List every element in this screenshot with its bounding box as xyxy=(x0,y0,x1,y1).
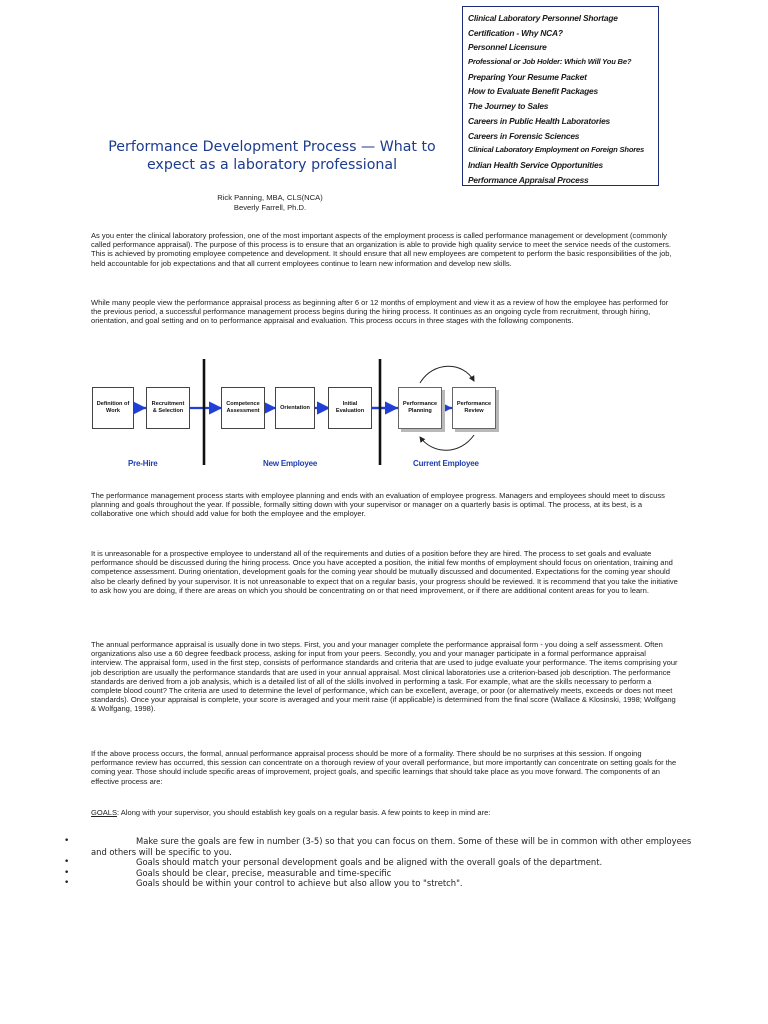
article-authors xyxy=(120,193,420,212)
goal-text: Make sure the goals are few in number (3-5) so that you can focus on them. Some of these will be in common with other employees and others will be specific to you. xyxy=(91,836,692,857)
link-resume-packet[interactable]: Preparing Your Resume Packet xyxy=(468,71,587,82)
link-benefit-packages[interactable]: How to Evaluate Benefit Packages xyxy=(468,86,598,97)
cycle-arrow-top xyxy=(420,366,474,383)
goal-text: Goals should match your personal development goals and be aligned with the overall goals of the department. xyxy=(136,857,603,867)
box-performance-planning: Performance Planning xyxy=(398,387,442,429)
box-definition-of-work: Definition of Work xyxy=(92,387,134,429)
author-line-2: Beverly Farrell, Ph.D. xyxy=(233,202,307,212)
goal-item xyxy=(64,868,704,879)
related-articles-box xyxy=(462,6,659,186)
article-title: Performance Development Process — What to expect as a laboratory professional xyxy=(108,139,436,173)
link-indian-health-service[interactable]: Indian Health Service Opportunities xyxy=(468,159,603,170)
link-certification-nca[interactable]: Certification - Why NCA? xyxy=(468,27,563,38)
goals-link[interactable]: GOALS xyxy=(91,808,118,817)
link-journey-to-sales[interactable]: The Journey to Sales xyxy=(468,101,549,112)
author-line-1: Rick Panning, MBA, CLS(NCA) xyxy=(217,193,323,202)
goal-item xyxy=(64,857,704,868)
link-personnel-licensure[interactable]: Personnel Licensure xyxy=(468,42,547,53)
goal-text: Goals should be within your control to achieve but also allow you to "stretch". xyxy=(136,878,463,888)
link-public-health-careers[interactable]: Careers in Public Health Laboratories xyxy=(468,115,611,126)
stage-label-new-employee: New Employee xyxy=(263,459,318,468)
bullet-icon: • xyxy=(64,836,70,846)
bullet-icon: • xyxy=(64,857,70,867)
paragraph-formality: If the above process occurs, the formal, annual performance appraisal process should be more of a formality. There should be no surprises at this session. If ongoing performance review has occurred, this session can concentrate on a thorough review of your overall performance, but more importantly can concentrate on setting goals for the coming year. Those should include specific areas of improvement, project goals, and specific learnings that should take place as you move forward. The components of an effective process are: xyxy=(91,749,677,786)
goal-item xyxy=(64,836,704,857)
related-articles-list xyxy=(468,11,658,187)
link-foreign-employment[interactable]: Clinical Laboratory Employment on Foreign Shores xyxy=(468,145,645,155)
paragraph-process-cycle: While many people view the performance appraisal process as beginning after 6 or 12 months of employment and view it as a review of how the employee has performed for the previous period, a successful performance management process begins during the hiring process. It continues as an ongoing cycle from recruitment, through hiring, orientation, and goal setting and on to performance appraisal and evaluation. This process occurs in three stages with the following components. xyxy=(91,298,669,326)
box-performance-review: Performance Review xyxy=(452,387,496,429)
box-orientation: Orientation xyxy=(275,387,315,429)
link-professional-or-job-holder[interactable]: Professional or Job Holder: Which Will You Be? xyxy=(468,57,632,67)
stage-label-pre-hire: Pre-Hire xyxy=(128,459,158,468)
process-diagram xyxy=(88,355,508,475)
cycle-arrow-bottom xyxy=(420,435,474,450)
paragraph-annual-appraisal: The annual performance appraisal is usually done in two steps. First, you and your manager complete the performance appraisal form - you doing a self assessment. Often organizations also use a 60 degree feedback process, asking for input from your peers. Secondly, you and your manager participate in a formal performance appraisal interview. The appraisal form, used in the first step, consists of performance standards and criteria that are used to judge evaluate your performance. The items comprising your job description are usually the performance standards that are used in your annual appraisal. Most clinical laboratories use a criterion-based job description. The performance standards are derived from a job analysis, which is a detailed list of all of the skills involved in performing a task. For example, what are the skills necessary to perform a complete blood count? The criteria are used to determine the level of performance, which can be excellent, average, or poor (or alternatively meets, exceeds or does not meet standards). Once your appraisal is complete, your score is averaged and your merit raise (if applicable) is determined from the final score (Wallace & Klosinski, 1998; Wolfgang & Wolfgang, 1998). xyxy=(91,640,678,714)
box-competence-assessment: Competence Assessment xyxy=(221,387,265,429)
goals-list xyxy=(64,836,704,889)
paragraph-goals-intro xyxy=(91,808,679,817)
stage-label-current-employee: Current Employee xyxy=(413,459,479,468)
link-performance-appraisal[interactable]: Performance Appraisal Process xyxy=(468,174,589,185)
link-personnel-shortage[interactable]: Clinical Laboratory Personnel Shortage xyxy=(468,13,618,23)
box-recruitment-selection: Recruitment & Selection xyxy=(146,387,190,429)
paragraph-hiring-expectations: It is unreasonable for a prospective employee to understand all of the requirements and duties of a position before they are hired. The process to set goals and evaluate performance should be discussed during the hiring process. Once you have accepted a position, the initial few months of employment should focus on orientation, training and competence assessment. During orientation, development goals for the coming year should be mutually discussed and documented. Expectations for the coming year should also be clearly defined by your supervisor. It is not unreasonable to expect that on a regular basis, your progress should be reviewed. It is recommend that you take the initiative to ask how you are doing, if there are areas on which you should be concentrating on or that need improvement, or if there are additional content areas for you to learn. xyxy=(91,549,678,595)
bullet-icon: • xyxy=(64,867,70,878)
goal-text: Goals should be clear, precise, measurable and time-specific xyxy=(136,867,392,878)
goal-item xyxy=(64,878,704,889)
paragraph-planning: The performance management process starts with employee planning and ends with an evaluation of employee progress. Managers and employees should meet to discuss planning and goals throughout the year. If possible, formally sitting down with your supervisor or manager on a quarterly basis is optimal. The process, at its best, is a collaborative one which should add value for both the employee and the employer. xyxy=(91,491,665,519)
paragraph-intro: As you enter the clinical laboratory profession, one of the most important aspects of the employment process is called performance management or development (commonly called performance appraisal). The purpose of this process is to ensure that an organization is able to provide high quality service to meet the service needs of the customers. This is achieved by promoting employee competence and development. It should ensure that all new employees are competent to perform the basic responsibilities of the job, held accountable for job expectations and that all current employees continue to learn new information and develop new skills. xyxy=(91,231,672,268)
box-initial-evaluation: Initial Evaluation xyxy=(328,387,372,429)
link-forensic-careers[interactable]: Careers in Forensic Sciences xyxy=(468,130,580,141)
bullet-icon: • xyxy=(64,878,70,888)
goals-intro-text: : Along with your supervisor, you should establish key goals on a regular basis. A few points to keep in mind are: xyxy=(117,808,491,817)
